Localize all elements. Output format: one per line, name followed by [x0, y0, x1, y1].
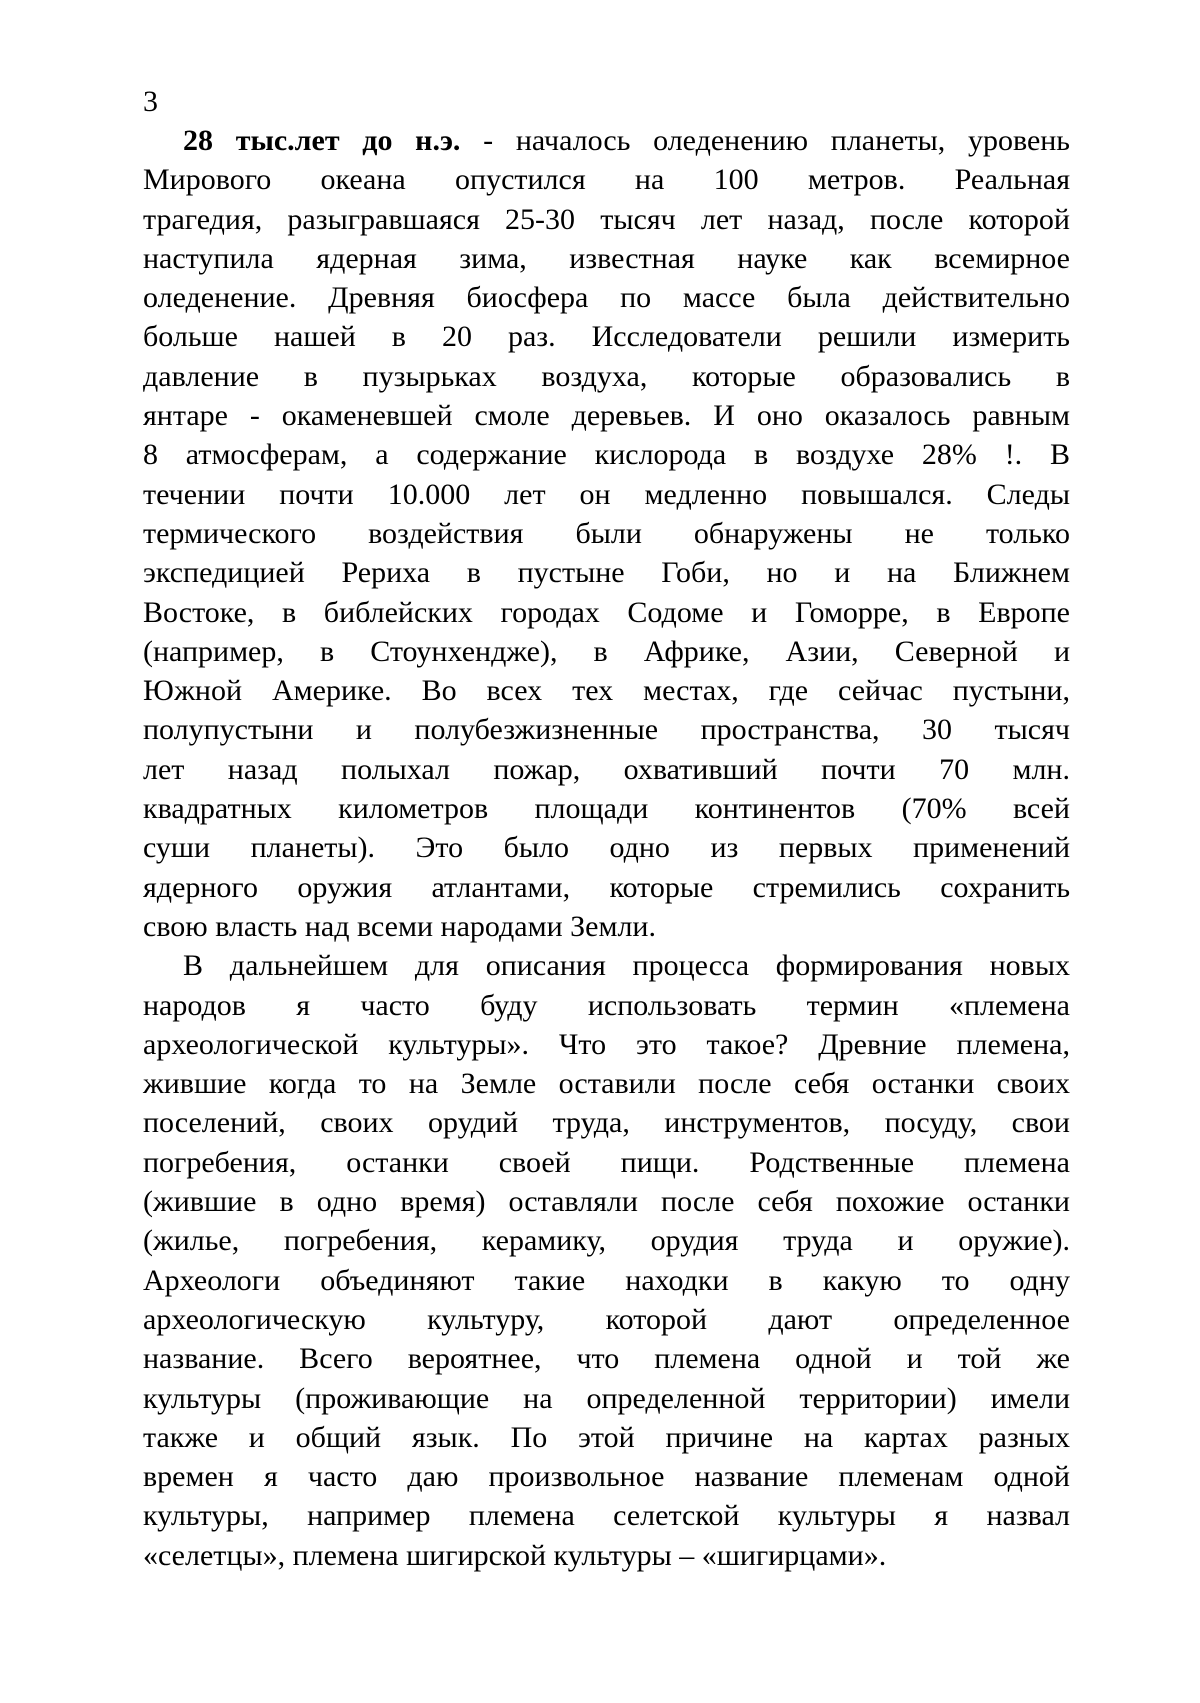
paragraph-line — [143, 121, 1070, 160]
paragraph-line: больше нашей в 20 раз. Исследователи решили измерить — [143, 317, 1070, 356]
paragraph-line: также и общий язык. По этой причине на картах разных — [143, 1418, 1070, 1457]
paragraph-line: наступила ядерная зима, известная науке как всемирное — [143, 239, 1070, 278]
paragraph-line: времен я часто даю произвольное название племенам одной — [143, 1457, 1070, 1496]
body-text — [143, 121, 1070, 1575]
paragraph-line: Археологи объединяют такие находки в какую то одну — [143, 1261, 1070, 1300]
paragraph-line: давление в пузырьках воздуха, которые образовались в — [143, 357, 1070, 396]
document-page — [0, 0, 1200, 1703]
paragraph-line-text: - началось оледенению планеты, уровень — [460, 124, 1070, 157]
paragraph-line: 8 атмосферам, а содержание кислорода в воздухе 28% !. В — [143, 435, 1070, 474]
paragraph-line: погребения, останки своей пищи. Родственные племена — [143, 1143, 1070, 1182]
paragraph-line: археологическую культуру, которой дают определенное — [143, 1300, 1070, 1339]
paragraph-line: полупустыни и полубезжизненные пространства, 30 тысяч — [143, 710, 1070, 749]
paragraph-line: археологической культуры». Что это такое? Древние племена, — [143, 1025, 1070, 1064]
paragraph-line: Востоке, в библейских городах Содоме и Гоморре, в Европе — [143, 593, 1070, 632]
paragraph-line: свою власть над всеми народами Земли. — [143, 907, 1070, 946]
paragraph-archaeological-cultures — [143, 946, 1070, 1575]
paragraph-line: название. Всего вероятнее, что племена одной и той же — [143, 1339, 1070, 1378]
paragraph-line: Мирового океана опустился на 100 метров. Реальная — [143, 160, 1070, 199]
paragraph-line: экспедицией Рериха в пустыне Гоби, но и на Ближнем — [143, 553, 1070, 592]
paragraph-line: Южной Америке. Во всех тех местах, где сейчас пустыни, — [143, 671, 1070, 710]
paragraph-line: оледенение. Древняя биосфера по массе была действительно — [143, 278, 1070, 317]
paragraph-line: термического воздействия были обнаружены не только — [143, 514, 1070, 553]
paragraph-line: (жилье, погребения, керамику, орудия труда и оружие). — [143, 1221, 1070, 1260]
paragraph-line: (жившие в одно время) оставляли после себя похожие останки — [143, 1182, 1070, 1221]
paragraph-line: культуры (проживающие на определенной территории) имели — [143, 1379, 1070, 1418]
paragraph-line: жившие когда то на Земле оставили после себя останки своих — [143, 1064, 1070, 1103]
page-number: 3 — [143, 82, 158, 121]
paragraph-line: культуры, например племена селетской культуры я назвал — [143, 1496, 1070, 1535]
paragraph-line: лет назад полыхал пожар, охвативший почти 70 млн. — [143, 750, 1070, 789]
paragraph-line: поселений, своих орудий труда, инструментов, посуду, свои — [143, 1103, 1070, 1142]
paragraph-line: (например, в Стоунхендже), в Африке, Азии, Северной и — [143, 632, 1070, 671]
date-heading: 28 тыс.лет до н.э. — [183, 124, 460, 157]
paragraph-line: В дальнейшем для описания процесса формирования новых — [143, 946, 1070, 985]
paragraph-line: трагедия, разыгравшаяся 25-30 тысяч лет назад, после которой — [143, 200, 1070, 239]
paragraph-line: «селетцы», племена шигирской культуры – «шигирцами». — [143, 1536, 1070, 1575]
paragraph-line: ядерного оружия атлантами, которые стремились сохранить — [143, 868, 1070, 907]
paragraph-line: народов я часто буду использовать термин «племена — [143, 986, 1070, 1025]
paragraph-line: янтаре - окаменевшей смоле деревьев. И оно оказалось равным — [143, 396, 1070, 435]
paragraph-line: течении почти 10.000 лет он медленно повышался. Следы — [143, 475, 1070, 514]
paragraph-atlantean-catastrophe — [143, 121, 1070, 946]
paragraph-line: квадратных километров площади континентов (70% всей — [143, 789, 1070, 828]
paragraph-line: суши планеты). Это было одно из первых применений — [143, 828, 1070, 867]
